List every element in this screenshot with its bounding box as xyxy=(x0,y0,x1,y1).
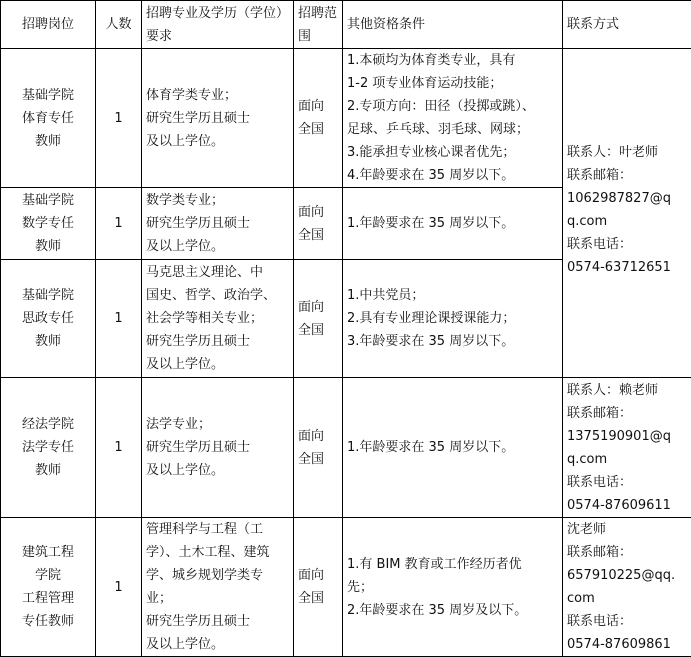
cell-major: 体育学类专业； 研究生学历且硕士 及以上学位。 xyxy=(142,49,294,188)
cell-scope: 面向 全国 xyxy=(294,518,343,657)
header-contact: 联系方式 xyxy=(563,1,691,49)
header-scope: 招聘范围 xyxy=(294,1,343,49)
table-row xyxy=(1,518,691,657)
cell-other: 1.中共党员； 2.具有专业理论课授课能力； 3.年龄要求在 35 周岁以下。 xyxy=(343,260,563,378)
cell-count: 1 xyxy=(96,260,142,378)
cell-major: 马克思主义理论、中 国史、哲学、政治学、 社会学等相关专业； 研究生学历且硕士 及以上学位。 xyxy=(142,260,294,378)
cell-contact: 联系人：叶老师 联系邮箱： 1062987827@q q.com 联系电话： 0574-63712651 xyxy=(563,49,691,378)
header-row xyxy=(1,1,691,49)
cell-count: 1 xyxy=(96,378,142,518)
cell-scope: 面向 全国 xyxy=(294,49,343,188)
cell-count: 1 xyxy=(96,49,142,188)
header-major: 招聘专业及学历（学位）要求 xyxy=(142,1,294,49)
cell-position: 基础学院 体育专任 教师 xyxy=(1,49,96,188)
cell-position: 基础学院 思政专任 教师 xyxy=(1,260,96,378)
cell-other: 1.本硕均为体育类专业，具有 1-2 项专业体育运动技能； 2.专项方向：田径（投掷或跳）、 足球、乒乓球、羽毛球、网球； 3.能承担专业核心课者优先； 4.年龄要求在 35 周岁以下。 xyxy=(343,49,563,188)
cell-major: 管理科学与工程（工 学）、土木工程、建筑 学、城乡规划学类专 业； 研究生学历且硕士 及以上学位。 xyxy=(142,518,294,657)
table-row xyxy=(1,378,691,518)
cell-count: 1 xyxy=(96,518,142,657)
cell-major: 数学类专业； 研究生学历且硕士 及以上学位。 xyxy=(142,188,294,260)
cell-other: 1.有 BIM 教育或工作经历者优 先； 2.年龄要求在 35 周岁及以下。 xyxy=(343,518,563,657)
cell-major: 法学专业； 研究生学历且硕士 及以上学位。 xyxy=(142,378,294,518)
table-row xyxy=(1,49,691,188)
cell-position: 经法学院 法学专任 教师 xyxy=(1,378,96,518)
header-position: 招聘岗位 xyxy=(1,1,96,49)
header-other: 其他资格条件 xyxy=(343,1,563,49)
cell-contact: 沈老师 联系邮箱： 657910225@qq. com 联系电话： 0574-87609861 xyxy=(563,518,691,657)
cell-scope: 面向 全国 xyxy=(294,378,343,518)
cell-position: 基础学院 数学专任 教师 xyxy=(1,188,96,260)
cell-other: 1.年龄要求在 35 周岁以下。 xyxy=(343,378,563,518)
cell-count: 1 xyxy=(96,188,142,260)
cell-scope: 面向 全国 xyxy=(294,188,343,260)
cell-contact: 联系人：赖老师 联系邮箱： 1375190901@q q.com 联系电话： 0574-87609611 xyxy=(563,378,691,518)
cell-position: 建筑工程 学院 工程管理 专任教师 xyxy=(1,518,96,657)
header-count: 人数 xyxy=(96,1,142,49)
cell-other: 1.年龄要求在 35 周岁以下。 xyxy=(343,188,563,260)
cell-scope: 面向 全国 xyxy=(294,260,343,378)
